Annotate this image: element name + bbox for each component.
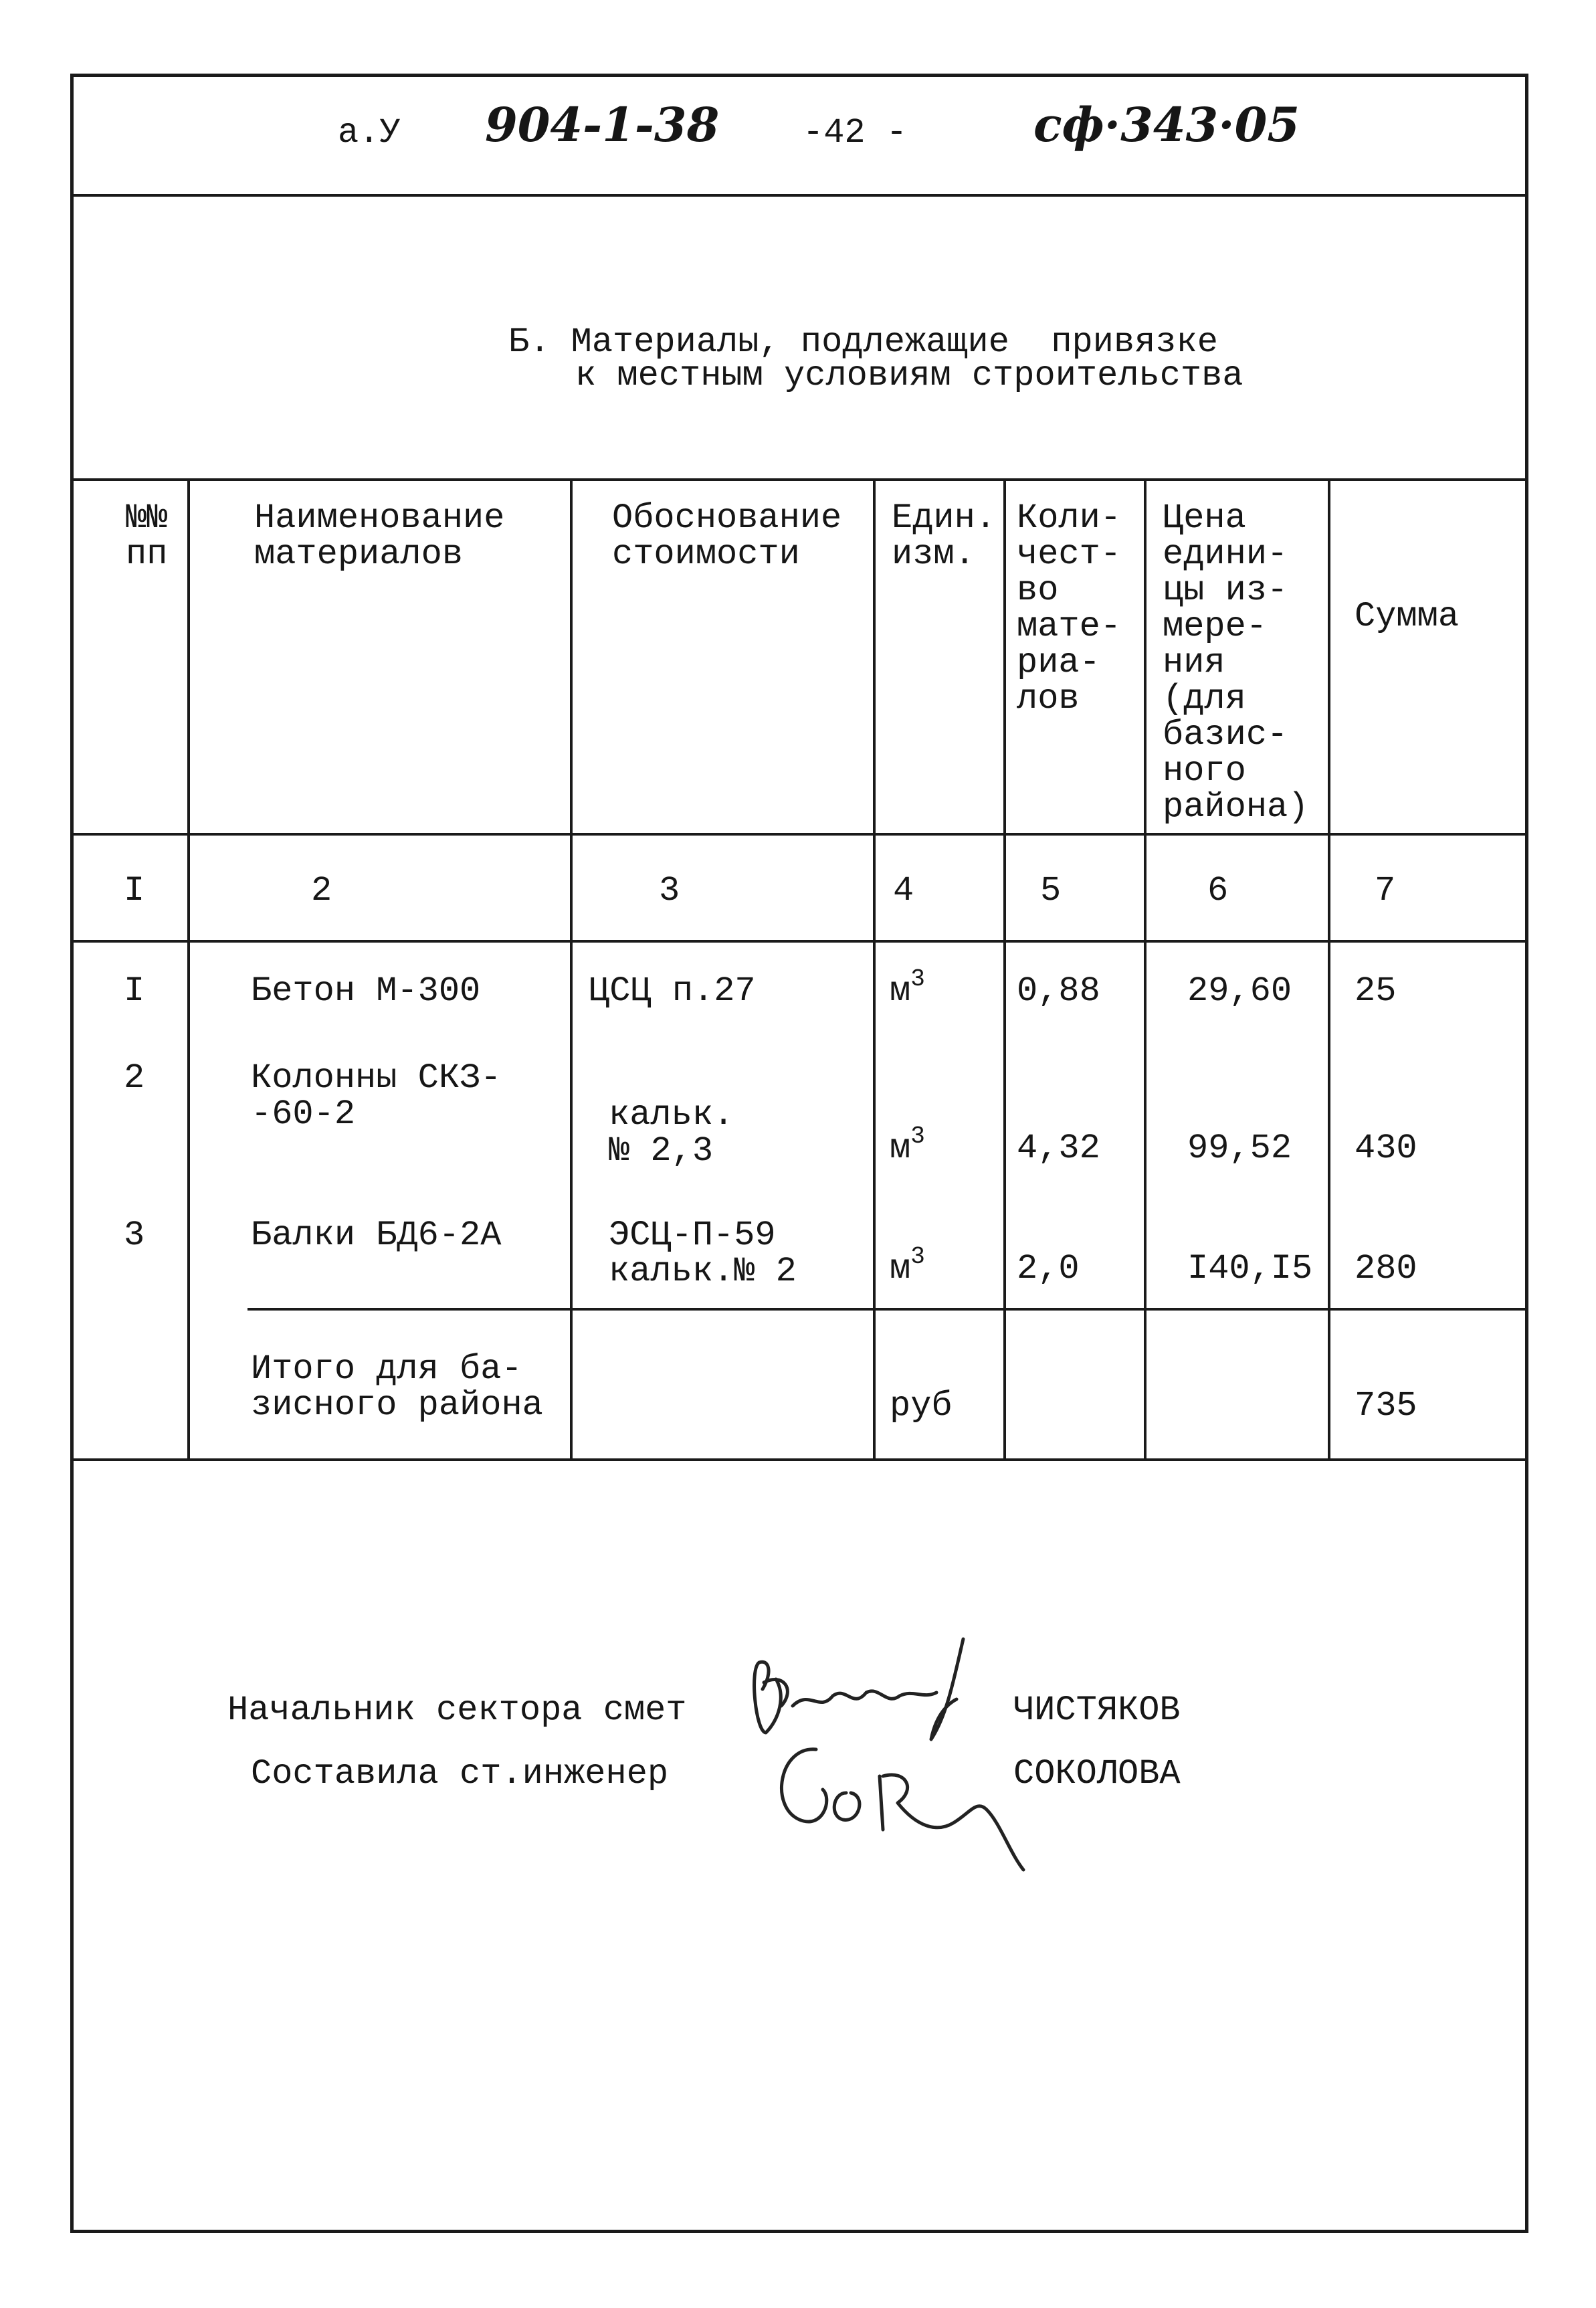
row-qty: 2,0	[1017, 1249, 1080, 1288]
table-bottom-line	[70, 1458, 1528, 1461]
header-unit: Един. изм.	[892, 498, 997, 574]
column-divider	[1003, 478, 1006, 1461]
section-title-line2: к местным условиям строительства	[575, 356, 1243, 395]
header-basis: Обоснование стоимости	[612, 498, 842, 574]
row-num: 3	[124, 1216, 145, 1255]
page-number: -42 -	[803, 113, 908, 153]
row-qty: 0,88	[1017, 971, 1100, 1011]
col-number: 4	[893, 871, 914, 910]
row-unit: $м^3$	[890, 1123, 925, 1168]
table-top-line	[70, 478, 1528, 481]
signature-role: Составила ст.инженер	[251, 1754, 669, 1794]
row-sum: 280	[1355, 1249, 1417, 1288]
header-divider	[70, 194, 1528, 197]
column-divider	[1328, 478, 1330, 1461]
header-bottom-line	[70, 833, 1528, 836]
col-number: 2	[311, 871, 332, 910]
row-num: I	[124, 971, 145, 1011]
col-number: 7	[1375, 871, 1396, 910]
project-code: 904-1-38	[485, 97, 720, 153]
row-basis: ЭСЦ-П-59 кальк.№ 2	[609, 1216, 797, 1291]
col-number: 3	[659, 871, 680, 910]
row-unit: $м^3$	[890, 965, 925, 1011]
row-price: 99,52	[1187, 1129, 1292, 1168]
total-top-line	[247, 1308, 1528, 1311]
signature-name: ЧИСТЯКОВ	[1013, 1691, 1181, 1730]
row-basis: ЦСЦ п.27	[589, 971, 756, 1011]
column-divider	[1144, 478, 1146, 1461]
row-name: Колонны СКЗ- -60-2	[251, 1058, 502, 1134]
row-price: 29,60	[1187, 971, 1292, 1011]
col-number: I	[124, 871, 145, 910]
col-number: 5	[1040, 871, 1062, 910]
header-price: Цена едини- цы из- мере- ния (для базис- ного района)	[1163, 498, 1309, 827]
signature-role: Начальник сектора смет	[227, 1691, 687, 1730]
row-name: Бетон М-300	[251, 971, 481, 1011]
number-row-bottom-line	[70, 940, 1528, 943]
document-code: сф·343·05	[1033, 97, 1300, 153]
header-num: №№ пп	[126, 498, 168, 574]
row-unit: $м^3$	[890, 1243, 925, 1288]
header-prefix: а.У	[338, 113, 401, 153]
header-sum: Сумма	[1355, 597, 1460, 636]
section-title-line1: Б. Материалы, подлежащие привязке	[508, 322, 1218, 362]
handwritten-signatures	[722, 1632, 1043, 1913]
header-qty: Коли- чест- во мате- риа- лов	[1017, 498, 1122, 718]
total-label: Итого для ба- зисного района	[251, 1349, 543, 1425]
column-divider	[187, 478, 190, 1461]
total-unit: руб	[890, 1386, 953, 1426]
row-price: I40,I5	[1187, 1249, 1313, 1288]
row-sum: 25	[1355, 971, 1397, 1011]
header-name: Наименование материалов	[254, 498, 505, 574]
col-number: 6	[1207, 871, 1229, 910]
row-name: Балки БД6-2А	[251, 1216, 502, 1255]
row-num: 2	[124, 1058, 145, 1098]
row-qty: 4,32	[1017, 1129, 1100, 1168]
signature-name: СОКОЛОВА	[1013, 1754, 1181, 1794]
total-sum: 735	[1355, 1386, 1417, 1426]
row-sum: 430	[1355, 1129, 1417, 1168]
column-divider	[570, 478, 573, 1461]
row-basis: кальк. № 2,3	[609, 1095, 734, 1171]
column-divider	[873, 478, 876, 1461]
